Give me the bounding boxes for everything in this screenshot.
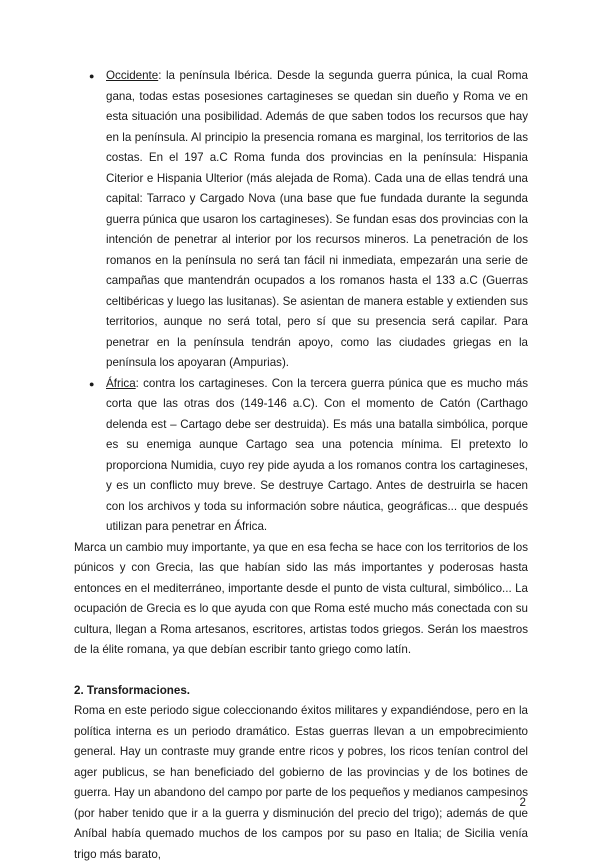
- bullet-icon: ●: [89, 378, 95, 389]
- bullet-text: : la península Ibérica. Desde la segunda guerra púnica, la cual Roma gana, todas estas posesiones cartagineses se quedan sin dueño y Roma ve en esta situación una posibilidad. Además de que saben todos los recursos que hay en la península. Al principio la presencia romana es marginal, los territorios de las costas. En el 197 a.C Roma funda dos provincias en la península: Hispania Citerior e Hispania Ulterior (más alejada de Roma). Cada una de ellas tendrá una capital: Tarraco y Cargado Nova (una base que fue fundada durante la segunda guerra púnica que usaron los cartagineses). Se fundan esas dos provincias con la intención de penetrar al interior por los recursos mineros. La penetración de los romanos en la península no será tan fácil ni inmediata, empezarán una serie de campañas que mantendrán ocupados a los romanos hasta el 133 a.C (Guerras celtibéricas y luego las lusitanas). Se asientan de manera estable y extienden sus territorios, aunque no será total, pero sí que su presencia será capilar. Para penetrar en la península tendrán apoyo, como las ciudades griegas en la península los apoyaran (Ampurias).: [106, 69, 528, 369]
- bullet-list: [74, 66, 528, 538]
- bullet-term: Occidente: [106, 69, 159, 82]
- body-paragraph: Roma en este periodo sigue coleccionando éxitos militares y expandiéndose, pero en la política interna es un periodo dramático. Estas guerras llevan a un empobrecimiento general. Hay un contraste muy grande entre ricos y pobres, los ricos tenían control del ager publicus, se han beneficiado del gobierno de las provincias y de los botines de guerra. Hay un abandono del campo por parte de los pequeños y medianos campesinos (por haber tenido que ir a la guerra y disminución del precio del trigo); además de que Aníbal había quemado muchos de los campos por su paso en Italia; de Sicilia venía trigo más barato,: [74, 704, 528, 861]
- list-item: [74, 374, 528, 538]
- page-content: [74, 66, 528, 865]
- section-heading: 2. Transformaciones.: [74, 683, 190, 697]
- page-number: 2: [519, 796, 526, 809]
- bullet-icon: ●: [89, 71, 95, 81]
- bullet-term: África: [106, 376, 136, 390]
- bullet-text: : contra los cartagineses. Con la tercera guerra púnica que es mucho más corta que las otras dos (149-146 a.C). Con el momento de Catón (Carthago delenda est – Cartago debe ser destruida). Es más una batalla simbólica, porque es su enemiga aunque Cartago sea una potencia mínima. El pretexto lo proporciona Numidia, cuyo rey pide ayuda a los romanos contra los cartagineses, y es un conflicto muy breve. Se destruye Cartago. Antes de destruirla se hacen con los archivos y toda su información sobre náutica, geográficas... que después utilizan para penetrar en África.: [106, 376, 528, 533]
- body-paragraph: Marca un cambio muy importante, ya que en esa fecha se hace con los territorios de los púnicos y con Grecia, las que habían sido las más importantes y poderosas hasta entonces en el mediterráneo, importante desde el punto de vista cultural, simbólico... La ocupación de Grecia es lo que ayuda con que Roma esté mucho más conectada con su cultura, llegan a Roma artesanos, escritores, artistas todos griegos. Serán los maestros de la élite romana, ya que debían escribir tanto griego como latín.: [74, 540, 528, 656]
- list-item: [74, 66, 528, 374]
